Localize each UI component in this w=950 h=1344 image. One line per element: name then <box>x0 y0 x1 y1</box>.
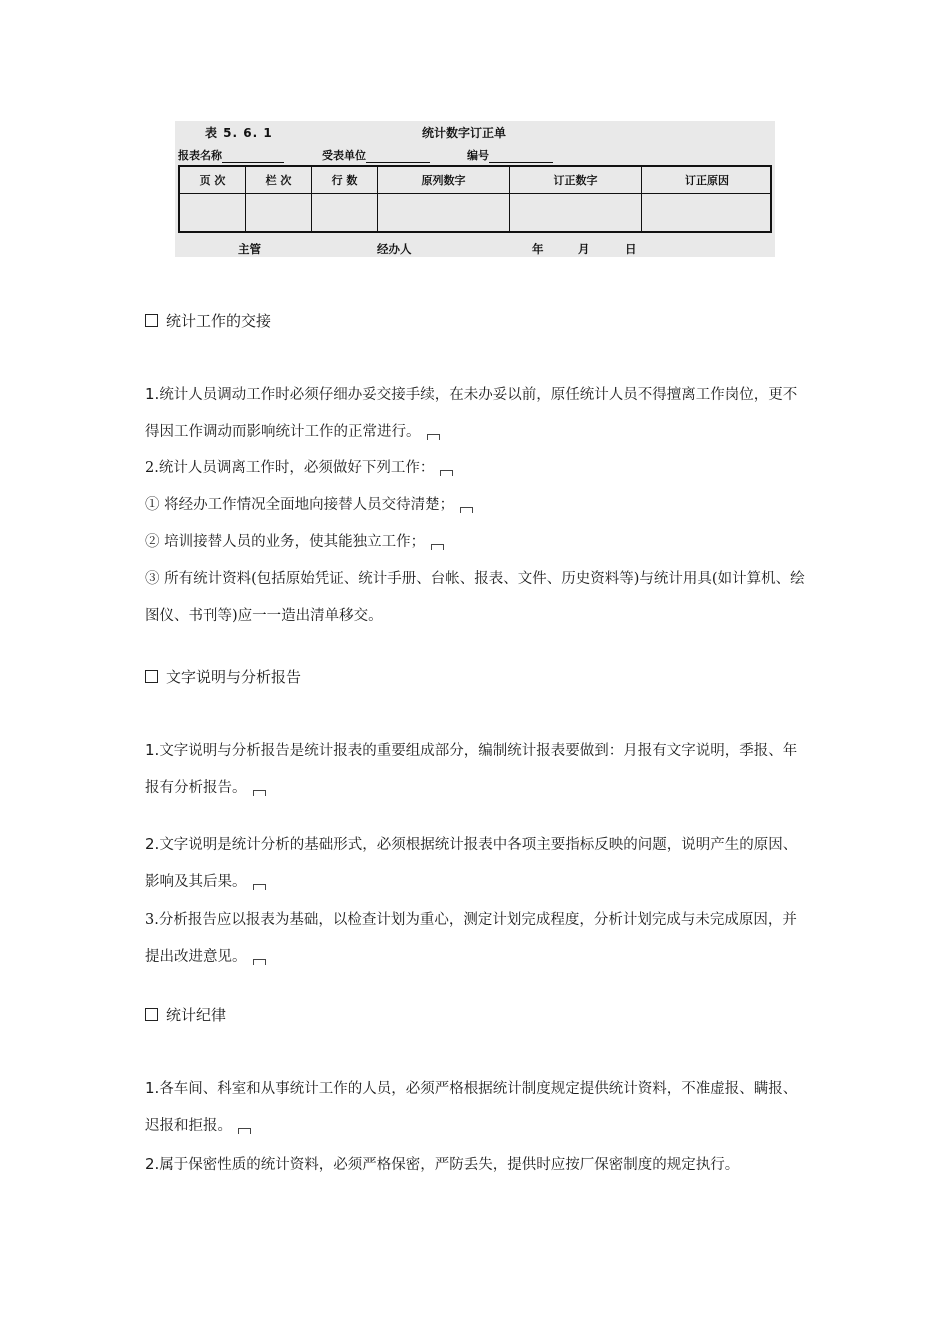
meta-serial-number <box>467 147 553 163</box>
column-header-original: 原列数字 <box>421 174 466 187</box>
return-mark-icon <box>253 790 266 796</box>
meta-label: 编号 <box>467 149 489 162</box>
paragraph <box>145 376 805 451</box>
column-header-page: 页 次 <box>199 174 226 187</box>
column-header-row-count: 行 数 <box>331 174 358 187</box>
paragraph <box>145 561 805 635</box>
signature-month: 月 <box>578 242 590 256</box>
paragraph-number: 1. <box>145 385 160 403</box>
meta-report-name <box>178 147 284 163</box>
paragraph-text: 统计人员调离工作时，必须做好下列工作： <box>158 460 435 476</box>
paragraph <box>145 826 805 901</box>
return-mark-icon <box>253 959 266 965</box>
paragraph-number: 2. <box>145 1155 160 1173</box>
paragraph-text: 所有统计资料(包括原始凭证、统计手册、台帐、报表、文件、历史资料等)与统计用具(如计算机、绘图仪、书刊等)应一一造出清单移交。 <box>145 571 805 624</box>
signature-handler: 经办人 <box>377 242 412 256</box>
paragraph-number: ③ <box>145 571 165 587</box>
correction-form-figure <box>175 121 775 257</box>
signature-day: 日 <box>625 242 637 256</box>
checkbox-icon <box>145 314 158 327</box>
section-heading-discipline <box>145 1005 226 1025</box>
return-mark-icon <box>431 544 444 550</box>
paragraph <box>145 1146 805 1184</box>
paragraph-number: 1. <box>145 741 160 759</box>
paragraph-number: ① <box>145 497 165 513</box>
paragraph <box>145 1070 805 1145</box>
signature-supervisor: 主管 <box>238 242 261 256</box>
meta-label: 受表单位 <box>322 149 366 162</box>
column-header-column: 栏 次 <box>265 174 292 187</box>
figure-number: 表 5. 6. 1 <box>205 126 273 140</box>
figure-title: 统计数字订正单 <box>422 126 507 140</box>
return-mark-icon <box>238 1128 251 1134</box>
paragraph-text: 统计人员调动工作时必须仔细办妥交接手续，在未办妥以前，原任统计人员不得擅离工作岗位，更不得因工作调动而影响统计工作的正常进行。 <box>145 387 798 440</box>
signature-year: 年 <box>532 242 544 256</box>
paragraph-text: 将经办工作情况全面地向接替人员交待清楚； <box>164 497 455 513</box>
meta-receiving-unit <box>322 147 430 163</box>
section-heading-text: 统计工作的交接 <box>166 312 272 330</box>
column-header-reason: 订正原因 <box>685 174 729 187</box>
paragraph-number: ② <box>145 534 165 550</box>
section-heading-text: 文字说明与分析报告 <box>166 668 302 686</box>
paragraph-number: 2. <box>145 460 159 476</box>
paragraph-text: 文字说明与分析报告是统计报表的重要组成部分，编制统计报表要做到：月报有文字说明，季报、年报有分析报告。 <box>145 743 798 796</box>
paragraph <box>145 732 805 807</box>
paragraph <box>145 487 805 524</box>
paragraph-number: 1. <box>145 1079 160 1097</box>
paragraph <box>145 450 805 487</box>
paragraph-text: 属于保密性质的统计资料，必须严格保密，严防丢失，提供时应按厂保密制度的规定执行。 <box>159 1157 740 1173</box>
section-heading-analysis <box>145 667 301 687</box>
paragraph-text: 培训接替人员的业务，使其能独立工作； <box>164 534 426 550</box>
return-mark-icon <box>440 470 453 476</box>
paragraph-text: 各车间、科室和从事统计工作的人员，必须严格根据统计制度规定提供统计资料，不准虚报、瞒报、迟报和拒报。 <box>145 1081 798 1134</box>
section-heading-text: 统计纪律 <box>166 1006 227 1024</box>
column-header-corrected: 订正数字 <box>553 174 598 187</box>
return-mark-icon <box>253 884 266 890</box>
paragraph-number: 3. <box>145 912 159 928</box>
checkbox-icon <box>145 670 158 683</box>
paragraph-text: 分析报告应以报表为基础，以检查计划为重心，测定计划完成程度，分析计划完成与未完成原因，并提出改进意见。 <box>145 912 797 965</box>
paragraph <box>145 524 805 561</box>
paragraph-number: 2. <box>145 835 160 853</box>
paragraph-text: 文字说明是统计分析的基础形式，必须根据统计报表中各项主要指标反映的问题，说明产生的原因、影响及其后果。 <box>145 837 798 890</box>
return-mark-icon <box>460 507 473 513</box>
section-heading-handover <box>145 311 271 331</box>
checkbox-icon <box>145 1008 158 1021</box>
meta-label: 报表名称 <box>178 149 222 162</box>
correction-table <box>178 165 772 233</box>
return-mark-icon <box>427 434 440 440</box>
paragraph <box>145 902 805 976</box>
